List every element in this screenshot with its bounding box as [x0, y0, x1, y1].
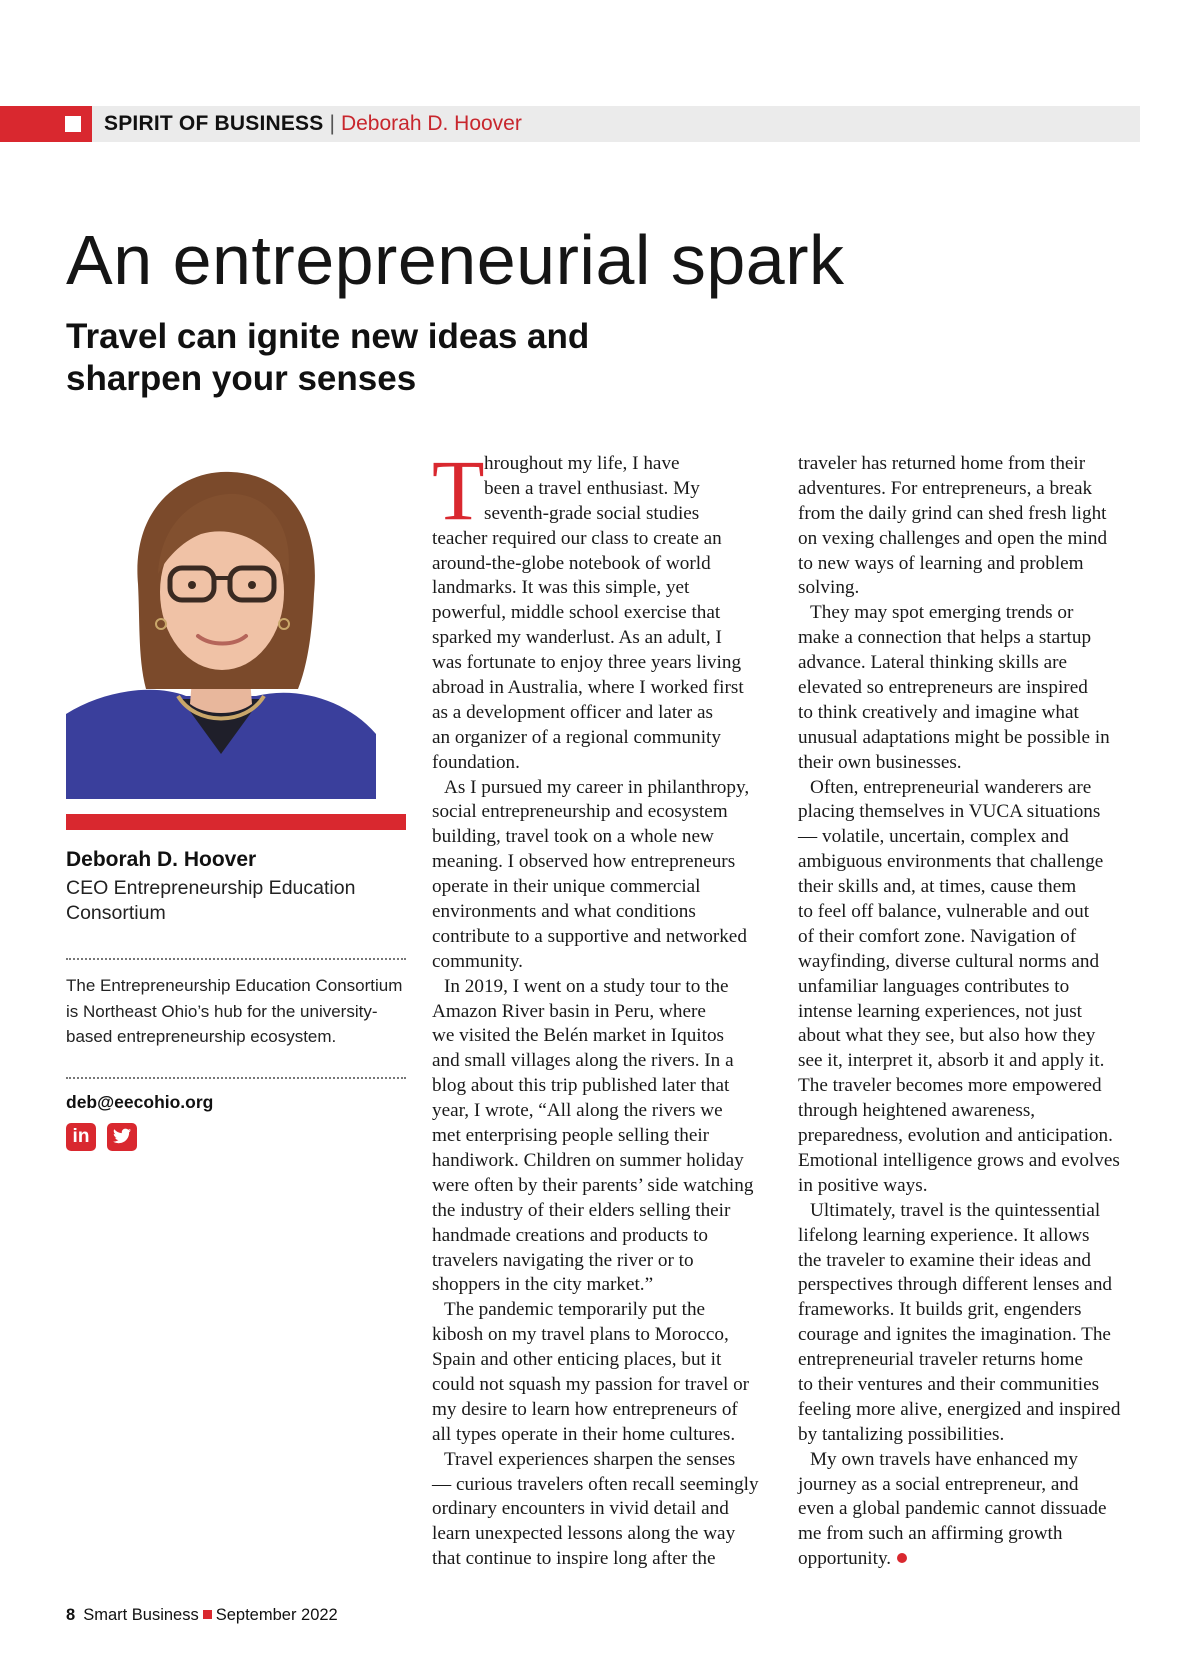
article-line: perspectives through different lenses and — [798, 1274, 1113, 1296]
drop-cap: T — [432, 442, 485, 538]
article-line: foundation. — [432, 751, 520, 773]
page-footer — [66, 1606, 338, 1625]
article-line: Ultimately, travel is the quintessential — [810, 1199, 1101, 1221]
article-line: handiwork. Children on summer holiday — [432, 1149, 744, 1171]
article-line: been a travel enthusiast. My — [484, 477, 700, 499]
article-line: hroughout my life, I have — [484, 453, 680, 474]
section-separator: | — [329, 112, 335, 135]
article-line: powerful, middle school exercise that — [432, 602, 721, 624]
article-line: As I pursued my career in philanthropy, — [444, 776, 750, 798]
article-line: feeling more alive, energized and inspired — [798, 1398, 1121, 1420]
photo-accent-bar — [66, 814, 406, 830]
article-line: lifelong learning experience. It allows — [798, 1224, 1090, 1246]
article-line: They may spot emerging trends or — [810, 602, 1074, 624]
article-subtitle: Travel can ignite new ideas and sharpen your senses — [66, 317, 590, 398]
footer-square-icon — [203, 1610, 212, 1619]
article-line: shoppers in the city market.” — [432, 1274, 654, 1296]
author-bio: The Entrepreneurship Education Consortium is Northeast Ohio’s hub for the university-based entrepreneurship ecosystem. — [66, 976, 403, 1046]
article-line: to feel off balance, vulnerable and out — [798, 901, 1090, 923]
article-line: — volatile, uncertain, complex and — [798, 826, 1069, 848]
article-line: Spain and other enticing places, but it — [432, 1349, 722, 1371]
article-line: preparedness, evolution and anticipation. — [798, 1125, 1113, 1147]
article-line: Often, entrepreneurial wanderers are — [810, 776, 1092, 798]
article-line: travelers navigating the river or to — [432, 1249, 694, 1271]
author-name: Deborah D. Hoover — [66, 848, 257, 871]
linkedin-icon[interactable]: in — [66, 1123, 96, 1151]
article-line: In 2019, I went on a study tour to the — [444, 975, 729, 997]
article-line: placing themselves in VUCA situations — [798, 801, 1101, 823]
issue-date: September 2022 — [215, 1606, 338, 1624]
article-line: even a global pandemic cannot dissuade — [798, 1498, 1107, 1520]
article-line: all types operate in their home cultures. — [432, 1423, 736, 1445]
article-line: as a development officer and later as — [432, 701, 713, 723]
article-line: ordinary encounters in vivid detail and — [432, 1498, 729, 1520]
article-line: the traveler to examine their ideas and — [798, 1249, 1092, 1271]
article-line: my desire to learn how entrepreneurs of — [432, 1398, 738, 1420]
article-line: elevated so entrepreneurs are inspired — [798, 677, 1088, 699]
article-line: to new ways of learning and problem — [798, 552, 1084, 574]
article-line: Emotional intelligence grows and evolves — [798, 1149, 1120, 1171]
section-square-icon — [65, 116, 81, 132]
end-mark-icon — [897, 1553, 907, 1563]
article-line: of their comfort zone. Navigation of — [798, 925, 1077, 947]
article-line: from the daily grind can shed fresh light — [798, 502, 1107, 524]
article-line: landmarks. It was this simple, yet — [432, 577, 690, 599]
article-line: ambiguous environments that challenge — [798, 851, 1104, 873]
article-line: kibosh on my travel plans to Morocco, — [432, 1324, 729, 1346]
twitter-bird-icon — [113, 1128, 131, 1144]
article-line: unusual adaptations might be possible in — [798, 726, 1110, 748]
author-role: CEO Entrepreneurship Education Consortium — [66, 877, 356, 924]
article-line: year, I wrote, “All along the rivers we — [432, 1100, 723, 1122]
article-line: The traveler becomes more empowered — [798, 1075, 1102, 1097]
article-line: — curious travelers often recall seemingly — [432, 1473, 759, 1495]
divider — [66, 958, 406, 960]
article-line: to think creatively and imagine what — [798, 701, 1079, 723]
article-line: wayfinding, diverse cultural norms and — [798, 950, 1100, 972]
divider — [66, 1077, 406, 1079]
article-line: adventures. For entrepreneurs, a break — [798, 477, 1093, 499]
article-line: their skills and, at times, cause them — [798, 876, 1077, 898]
article-line: solving. — [798, 577, 860, 599]
article-line: was fortunate to enjoy three years living — [432, 652, 742, 674]
page-number: 8 — [66, 1606, 76, 1624]
article-line: community. — [432, 950, 523, 972]
article-line: through heightened awareness, — [798, 1100, 1036, 1122]
article-line: sparked my wanderlust. As an adult, I — [432, 627, 722, 649]
article-line: seventh-grade social studies — [484, 502, 700, 524]
article-line: journey as a social entrepreneur, and — [798, 1473, 1079, 1495]
article-title: An entrepreneurial spark — [66, 221, 845, 299]
article-line: to their ventures and their communities — [798, 1373, 1100, 1395]
article-line: were often by their parents’ side watching — [432, 1174, 754, 1196]
twitter-icon[interactable] — [107, 1123, 137, 1151]
article-line: an organizer of a regional community — [432, 726, 721, 748]
article-line: environments and what conditions — [432, 901, 696, 923]
article-line: The pandemic temporarily put the — [444, 1299, 706, 1321]
article-line: contribute to a supportive and networked — [432, 925, 747, 947]
article-line: by tantalizing possibilities. — [798, 1423, 1005, 1445]
article-line: Amazon River basin in Peru, where — [432, 1000, 706, 1022]
article-line: courage and ignites the imagination. The — [798, 1324, 1111, 1346]
section-label: SPIRIT OF BUSINESS — [104, 112, 324, 135]
article-line: the industry of their elders selling their — [432, 1199, 731, 1221]
article-line: entrepreneurial traveler returns home — [798, 1349, 1084, 1371]
article-line: about what they see, but also how they — [798, 1025, 1096, 1047]
article-line: meaning. I observed how entrepreneurs — [432, 851, 736, 873]
article-line: frameworks. It builds grit, engenders — [798, 1299, 1082, 1321]
article-line: me from such an affirming growth — [798, 1523, 1063, 1545]
article-line: we visited the Belén market in Iquitos — [432, 1025, 725, 1047]
article-column-1 — [432, 442, 782, 1572]
article-line: learn unexpected lessons along the way — [432, 1523, 736, 1545]
article-line: see it, interpret it, absorb it and apply it. — [798, 1050, 1105, 1072]
article-line: Travel experiences sharpen the senses — [444, 1448, 736, 1470]
article-line: met enterprising people selling their — [432, 1125, 710, 1147]
article-line: their own businesses. — [798, 751, 962, 773]
article-line: social entrepreneurship and ecosystem — [432, 801, 728, 823]
article-line: My own travels have enhanced my — [810, 1448, 1079, 1470]
article-line: and small villages along the rivers. In a — [432, 1050, 734, 1072]
article-line: operate in their unique commercial — [432, 876, 701, 898]
article-line: blog about this trip published later that — [432, 1075, 730, 1097]
article-line: in positive ways. — [798, 1174, 928, 1196]
article-line: that continue to inspire long after the — [432, 1548, 716, 1570]
author-photo — [66, 464, 376, 799]
article-column-2 — [798, 452, 1148, 1572]
article-line: opportunity. — [798, 1547, 1148, 1572]
publication-name: Smart Business — [83, 1606, 199, 1624]
article-line: building, travel took on a whole new — [432, 826, 714, 848]
article-line: traveler has returned home from their — [798, 453, 1086, 474]
section-header — [104, 112, 522, 136]
author-email-link[interactable]: deb@eecohio.org — [66, 1092, 214, 1112]
article-line: could not squash my passion for travel or — [432, 1373, 750, 1395]
article-line: abroad in Australia, where I worked first — [432, 677, 744, 699]
article-line: teacher required our class to create an — [432, 527, 722, 549]
article-line: intense learning experiences, not just — [798, 1000, 1082, 1022]
article-line: handmade creations and products to — [432, 1224, 708, 1246]
article-line: make a connection that helps a startup — [798, 627, 1092, 649]
article-line: unfamiliar languages contributes to — [798, 975, 1070, 997]
section-author: Deborah D. Hoover — [340, 112, 522, 135]
article-line: around-the-globe notebook of world — [432, 552, 711, 574]
article-line: advance. Lateral thinking skills are — [798, 652, 1068, 674]
article-line: on vexing challenges and open the mind — [798, 527, 1108, 549]
